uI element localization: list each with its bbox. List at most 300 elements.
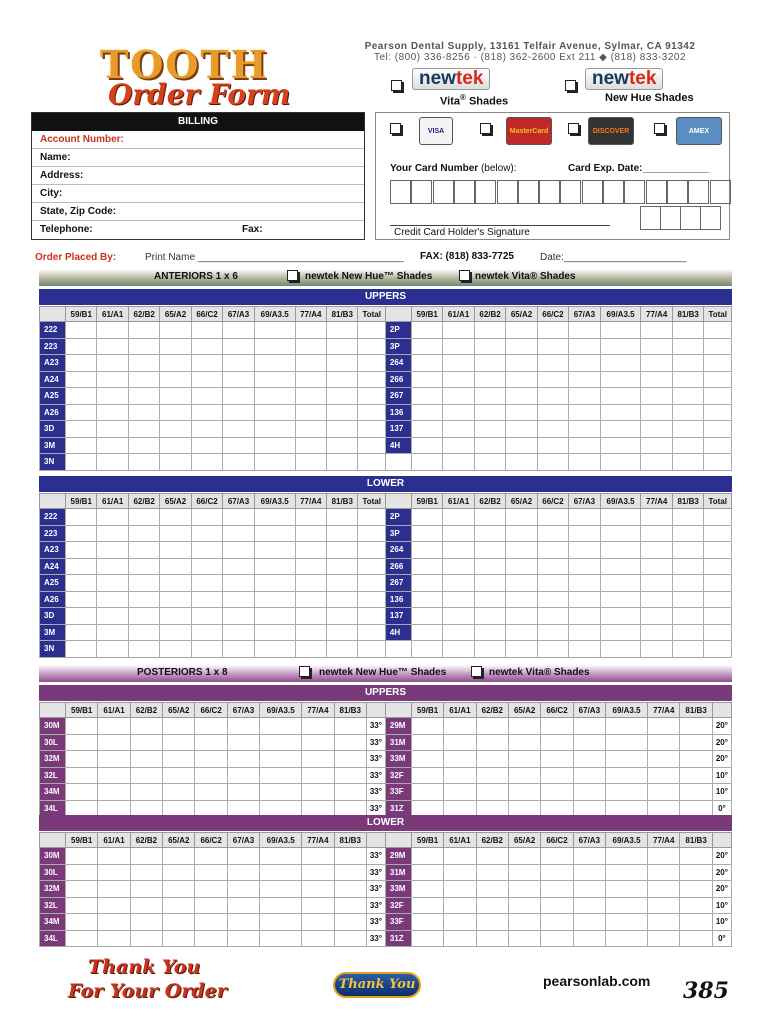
quantity-cell[interactable] [541, 914, 573, 931]
total-cell[interactable] [358, 575, 385, 592]
quantity-cell[interactable] [641, 558, 672, 575]
quantity-cell[interactable] [411, 734, 443, 751]
total-cell[interactable] [358, 338, 385, 355]
quantity-cell[interactable] [600, 575, 641, 592]
quantity-cell[interactable] [98, 767, 130, 784]
quantity-cell[interactable] [541, 784, 573, 801]
quantity-cell[interactable] [508, 784, 540, 801]
quantity-cell[interactable] [444, 751, 476, 768]
quantity-cell[interactable] [327, 404, 358, 421]
amex-checkbox[interactable] [654, 123, 665, 134]
quantity-cell[interactable] [66, 848, 98, 865]
quantity-cell[interactable] [97, 608, 128, 625]
quantity-cell[interactable] [334, 848, 366, 865]
card-digit-box[interactable] [539, 180, 560, 204]
quantity-cell[interactable] [600, 608, 641, 625]
quantity-cell[interactable] [295, 525, 326, 542]
total-cell[interactable] [358, 454, 385, 471]
quantity-cell[interactable] [600, 624, 641, 641]
quantity-cell[interactable] [411, 930, 443, 947]
quantity-cell[interactable] [160, 454, 191, 471]
total-cell[interactable] [704, 509, 732, 526]
total-cell[interactable] [704, 338, 732, 355]
quantity-cell[interactable] [672, 404, 703, 421]
quantity-cell[interactable] [474, 322, 505, 339]
quantity-cell[interactable] [195, 914, 227, 931]
quantity-cell[interactable] [648, 734, 680, 751]
quantity-cell[interactable] [327, 558, 358, 575]
quantity-cell[interactable] [130, 751, 162, 768]
quantity-cell[interactable] [537, 641, 568, 658]
total-cell[interactable] [704, 558, 732, 575]
quantity-cell[interactable] [506, 591, 537, 608]
total-cell[interactable] [704, 437, 732, 454]
quantity-cell[interactable] [506, 421, 537, 438]
total-cell[interactable] [704, 525, 732, 542]
posteriors-vita-checkbox[interactable] [471, 666, 482, 677]
quantity-cell[interactable] [128, 404, 159, 421]
quantity-cell[interactable] [327, 525, 358, 542]
quantity-cell[interactable] [191, 322, 222, 339]
quantity-cell[interactable] [66, 751, 98, 768]
quantity-cell[interactable] [334, 930, 366, 947]
quantity-cell[interactable] [411, 864, 443, 881]
quantity-cell[interactable] [130, 734, 162, 751]
card-digit-box[interactable] [390, 180, 411, 204]
quantity-cell[interactable] [160, 437, 191, 454]
quantity-cell[interactable] [227, 767, 259, 784]
quantity-cell[interactable] [327, 371, 358, 388]
quantity-cell[interactable] [66, 897, 98, 914]
newhue-shades-checkbox[interactable] [565, 80, 576, 91]
card-digit-box[interactable] [624, 180, 645, 204]
quantity-cell[interactable] [295, 624, 326, 641]
quantity-cell[interactable] [130, 767, 162, 784]
quantity-cell[interactable] [223, 525, 254, 542]
quantity-cell[interactable] [474, 437, 505, 454]
quantity-cell[interactable] [506, 558, 537, 575]
quantity-cell[interactable] [411, 608, 442, 625]
quantity-cell[interactable] [411, 767, 443, 784]
signature-line[interactable] [390, 225, 610, 226]
card-digit-box[interactable] [603, 180, 624, 204]
quantity-cell[interactable] [128, 388, 159, 405]
quantity-cell[interactable] [163, 767, 195, 784]
quantity-cell[interactable] [444, 718, 476, 735]
quantity-cell[interactable] [606, 930, 648, 947]
quantity-cell[interactable] [128, 355, 159, 372]
quantity-cell[interactable] [66, 784, 98, 801]
quantity-cell[interactable] [600, 338, 641, 355]
quantity-cell[interactable] [160, 542, 191, 559]
anteriors-newhue-checkbox[interactable] [287, 270, 298, 281]
print-name-field[interactable]: Print Name _____________________________________ [145, 252, 404, 263]
quantity-cell[interactable] [476, 767, 508, 784]
quantity-cell[interactable] [680, 718, 712, 735]
quantity-cell[interactable] [600, 355, 641, 372]
quantity-cell[interactable] [541, 897, 573, 914]
quantity-cell[interactable] [506, 575, 537, 592]
quantity-cell[interactable] [606, 734, 648, 751]
quantity-cell[interactable] [411, 558, 442, 575]
quantity-cell[interactable] [327, 454, 358, 471]
quantity-cell[interactable] [302, 718, 334, 735]
quantity-cell[interactable] [227, 897, 259, 914]
quantity-cell[interactable] [506, 437, 537, 454]
quantity-cell[interactable] [443, 371, 474, 388]
total-cell[interactable] [704, 421, 732, 438]
quantity-cell[interactable] [573, 784, 605, 801]
quantity-cell[interactable] [411, 575, 442, 592]
quantity-cell[interactable] [474, 608, 505, 625]
visa-checkbox[interactable] [390, 123, 401, 134]
quantity-cell[interactable] [66, 608, 97, 625]
quantity-cell[interactable] [474, 641, 505, 658]
quantity-cell[interactable] [128, 591, 159, 608]
quantity-cell[interactable] [128, 542, 159, 559]
quantity-cell[interactable] [163, 718, 195, 735]
quantity-cell[interactable] [672, 437, 703, 454]
quantity-cell[interactable] [191, 421, 222, 438]
quantity-cell[interactable] [541, 734, 573, 751]
quantity-cell[interactable] [600, 404, 641, 421]
quantity-cell[interactable] [411, 641, 442, 658]
quantity-cell[interactable] [641, 322, 672, 339]
card-digit-box[interactable] [688, 180, 709, 204]
quantity-cell[interactable] [254, 641, 295, 658]
quantity-cell[interactable] [569, 388, 600, 405]
quantity-cell[interactable] [506, 608, 537, 625]
quantity-cell[interactable] [227, 784, 259, 801]
quantity-cell[interactable] [476, 897, 508, 914]
quantity-cell[interactable] [160, 371, 191, 388]
quantity-cell[interactable] [254, 591, 295, 608]
quantity-cell[interactable] [506, 509, 537, 526]
quantity-cell[interactable] [672, 641, 703, 658]
quantity-cell[interactable] [476, 930, 508, 947]
quantity-cell[interactable] [195, 897, 227, 914]
quantity-cell[interactable] [260, 784, 302, 801]
quantity-cell[interactable] [66, 624, 97, 641]
quantity-cell[interactable] [411, 338, 442, 355]
total-cell[interactable] [358, 355, 385, 372]
total-cell[interactable] [358, 608, 385, 625]
quantity-cell[interactable] [227, 718, 259, 735]
quantity-cell[interactable] [474, 525, 505, 542]
quantity-cell[interactable] [600, 591, 641, 608]
quantity-cell[interactable] [302, 897, 334, 914]
quantity-cell[interactable] [130, 864, 162, 881]
quantity-cell[interactable] [223, 542, 254, 559]
quantity-cell[interactable] [476, 864, 508, 881]
quantity-cell[interactable] [474, 454, 505, 471]
quantity-cell[interactable] [327, 509, 358, 526]
quantity-cell[interactable] [327, 388, 358, 405]
quantity-cell[interactable] [641, 404, 672, 421]
total-cell[interactable] [704, 608, 732, 625]
quantity-cell[interactable] [537, 558, 568, 575]
quantity-cell[interactable] [411, 437, 442, 454]
quantity-cell[interactable] [672, 421, 703, 438]
quantity-cell[interactable] [97, 454, 128, 471]
total-cell[interactable] [358, 525, 385, 542]
quantity-cell[interactable] [411, 454, 442, 471]
quantity-cell[interactable] [641, 421, 672, 438]
quantity-cell[interactable] [600, 542, 641, 559]
quantity-cell[interactable] [260, 864, 302, 881]
quantity-cell[interactable] [66, 734, 98, 751]
quantity-cell[interactable] [223, 558, 254, 575]
quantity-cell[interactable] [476, 751, 508, 768]
quantity-cell[interactable] [648, 767, 680, 784]
quantity-cell[interactable] [680, 881, 712, 898]
quantity-cell[interactable] [569, 338, 600, 355]
quantity-cell[interactable] [537, 388, 568, 405]
quantity-cell[interactable] [97, 525, 128, 542]
quantity-cell[interactable] [573, 767, 605, 784]
quantity-cell[interactable] [680, 864, 712, 881]
quantity-cell[interactable] [191, 624, 222, 641]
quantity-cell[interactable] [302, 881, 334, 898]
quantity-cell[interactable] [327, 624, 358, 641]
quantity-cell[interactable] [573, 734, 605, 751]
quantity-cell[interactable] [506, 338, 537, 355]
quantity-cell[interactable] [411, 371, 442, 388]
quantity-cell[interactable] [411, 525, 442, 542]
quantity-cell[interactable] [508, 718, 540, 735]
quantity-cell[interactable] [334, 784, 366, 801]
quantity-cell[interactable] [98, 897, 130, 914]
total-cell[interactable] [358, 641, 385, 658]
total-cell[interactable] [358, 542, 385, 559]
quantity-cell[interactable] [606, 881, 648, 898]
quantity-cell[interactable] [66, 421, 97, 438]
quantity-cell[interactable] [97, 509, 128, 526]
quantity-cell[interactable] [537, 608, 568, 625]
quantity-cell[interactable] [97, 371, 128, 388]
quantity-cell[interactable] [260, 718, 302, 735]
quantity-cell[interactable] [641, 542, 672, 559]
quantity-cell[interactable] [444, 914, 476, 931]
quantity-cell[interactable] [98, 848, 130, 865]
total-cell[interactable] [704, 575, 732, 592]
quantity-cell[interactable] [327, 338, 358, 355]
quantity-cell[interactable] [327, 608, 358, 625]
quantity-cell[interactable] [537, 421, 568, 438]
total-cell[interactable] [704, 454, 732, 471]
quantity-cell[interactable] [295, 454, 326, 471]
quantity-cell[interactable] [600, 454, 641, 471]
quantity-cell[interactable] [508, 881, 540, 898]
total-cell[interactable] [358, 371, 385, 388]
quantity-cell[interactable] [160, 421, 191, 438]
quantity-cell[interactable] [648, 718, 680, 735]
quantity-cell[interactable] [227, 864, 259, 881]
quantity-cell[interactable] [537, 575, 568, 592]
quantity-cell[interactable] [641, 355, 672, 372]
quantity-cell[interactable] [66, 575, 97, 592]
quantity-cell[interactable] [443, 558, 474, 575]
quantity-cell[interactable] [66, 404, 97, 421]
quantity-cell[interactable] [569, 404, 600, 421]
quantity-cell[interactable] [128, 371, 159, 388]
quantity-cell[interactable] [508, 751, 540, 768]
quantity-cell[interactable] [223, 454, 254, 471]
quantity-cell[interactable] [97, 558, 128, 575]
total-cell[interactable] [358, 404, 385, 421]
quantity-cell[interactable] [569, 509, 600, 526]
quantity-cell[interactable] [295, 591, 326, 608]
quantity-cell[interactable] [443, 624, 474, 641]
quantity-cell[interactable] [295, 558, 326, 575]
quantity-cell[interactable] [191, 591, 222, 608]
quantity-cell[interactable] [66, 930, 98, 947]
quantity-cell[interactable] [680, 784, 712, 801]
quantity-cell[interactable] [223, 437, 254, 454]
quantity-cell[interactable] [606, 914, 648, 931]
quantity-cell[interactable] [680, 897, 712, 914]
quantity-cell[interactable] [66, 509, 97, 526]
quantity-cell[interactable] [537, 525, 568, 542]
quantity-cell[interactable] [411, 897, 443, 914]
quantity-cell[interactable] [648, 930, 680, 947]
quantity-cell[interactable] [97, 542, 128, 559]
quantity-cell[interactable] [160, 322, 191, 339]
quantity-cell[interactable] [411, 404, 442, 421]
quantity-cell[interactable] [443, 322, 474, 339]
quantity-cell[interactable] [411, 718, 443, 735]
quantity-cell[interactable] [223, 624, 254, 641]
quantity-cell[interactable] [573, 864, 605, 881]
telephone-field[interactable] [32, 221, 364, 239]
quantity-cell[interactable] [191, 542, 222, 559]
quantity-cell[interactable] [672, 509, 703, 526]
quantity-cell[interactable] [541, 881, 573, 898]
quantity-cell[interactable] [128, 624, 159, 641]
quantity-cell[interactable] [506, 404, 537, 421]
quantity-cell[interactable] [444, 784, 476, 801]
total-cell[interactable] [704, 355, 732, 372]
quantity-cell[interactable] [130, 914, 162, 931]
quantity-cell[interactable] [573, 914, 605, 931]
quantity-cell[interactable] [128, 421, 159, 438]
quantity-cell[interactable] [641, 575, 672, 592]
quantity-cell[interactable] [537, 509, 568, 526]
quantity-cell[interactable] [680, 914, 712, 931]
quantity-cell[interactable] [295, 437, 326, 454]
card-digit-box[interactable] [411, 180, 432, 204]
quantity-cell[interactable] [254, 624, 295, 641]
quantity-cell[interactable] [411, 355, 442, 372]
card-digit-box[interactable] [454, 180, 475, 204]
quantity-cell[interactable] [600, 388, 641, 405]
quantity-cell[interactable] [163, 914, 195, 931]
quantity-cell[interactable] [97, 624, 128, 641]
total-cell[interactable] [358, 322, 385, 339]
quantity-cell[interactable] [66, 641, 97, 658]
quantity-cell[interactable] [569, 525, 600, 542]
quantity-cell[interactable] [66, 454, 97, 471]
quantity-cell[interactable] [128, 575, 159, 592]
quantity-cell[interactable] [443, 388, 474, 405]
quantity-cell[interactable] [295, 575, 326, 592]
total-cell[interactable] [358, 388, 385, 405]
quantity-cell[interactable] [476, 718, 508, 735]
quantity-cell[interactable] [195, 767, 227, 784]
quantity-cell[interactable] [260, 930, 302, 947]
card-digit-box[interactable] [582, 180, 603, 204]
quantity-cell[interactable] [191, 525, 222, 542]
quantity-cell[interactable] [97, 641, 128, 658]
posteriors-newhue-checkbox[interactable] [299, 666, 310, 677]
quantity-cell[interactable] [130, 881, 162, 898]
quantity-cell[interactable] [541, 848, 573, 865]
quantity-cell[interactable] [227, 881, 259, 898]
quantity-cell[interactable] [641, 371, 672, 388]
quantity-cell[interactable] [411, 751, 443, 768]
quantity-cell[interactable] [600, 509, 641, 526]
quantity-cell[interactable] [160, 624, 191, 641]
quantity-cell[interactable] [411, 322, 442, 339]
quantity-cell[interactable] [254, 558, 295, 575]
quantity-cell[interactable] [569, 591, 600, 608]
quantity-cell[interactable] [641, 338, 672, 355]
quantity-cell[interactable] [411, 509, 442, 526]
quantity-cell[interactable] [537, 454, 568, 471]
account-number-field[interactable]: Account Number: [32, 131, 364, 149]
quantity-cell[interactable] [411, 624, 442, 641]
quantity-cell[interactable] [443, 421, 474, 438]
quantity-cell[interactable] [302, 848, 334, 865]
quantity-cell[interactable] [191, 641, 222, 658]
quantity-cell[interactable] [223, 338, 254, 355]
quantity-cell[interactable] [128, 525, 159, 542]
quantity-cell[interactable] [66, 437, 97, 454]
quantity-cell[interactable] [541, 751, 573, 768]
quantity-cell[interactable] [97, 355, 128, 372]
quantity-cell[interactable] [130, 848, 162, 865]
card-digit-box[interactable] [518, 180, 539, 204]
quantity-cell[interactable] [672, 624, 703, 641]
quantity-cell[interactable] [334, 914, 366, 931]
quantity-cell[interactable] [508, 914, 540, 931]
quantity-cell[interactable] [223, 641, 254, 658]
quantity-cell[interactable] [672, 338, 703, 355]
quantity-cell[interactable] [295, 509, 326, 526]
quantity-cell[interactable] [128, 338, 159, 355]
quantity-cell[interactable] [474, 624, 505, 641]
quantity-cell[interactable] [260, 734, 302, 751]
quantity-cell[interactable] [573, 897, 605, 914]
quantity-cell[interactable] [302, 767, 334, 784]
quantity-cell[interactable] [254, 525, 295, 542]
card-digit-box[interactable] [560, 180, 581, 204]
quantity-cell[interactable] [254, 404, 295, 421]
quantity-cell[interactable] [227, 930, 259, 947]
quantity-cell[interactable] [474, 421, 505, 438]
quantity-cell[interactable] [672, 322, 703, 339]
quantity-cell[interactable] [160, 388, 191, 405]
quantity-cell[interactable] [254, 421, 295, 438]
quantity-cell[interactable] [295, 371, 326, 388]
quantity-cell[interactable] [506, 525, 537, 542]
quantity-cell[interactable] [411, 421, 442, 438]
quantity-cell[interactable] [302, 930, 334, 947]
quantity-cell[interactable] [254, 355, 295, 372]
quantity-cell[interactable] [569, 624, 600, 641]
quantity-cell[interactable] [508, 897, 540, 914]
quantity-cell[interactable] [600, 371, 641, 388]
